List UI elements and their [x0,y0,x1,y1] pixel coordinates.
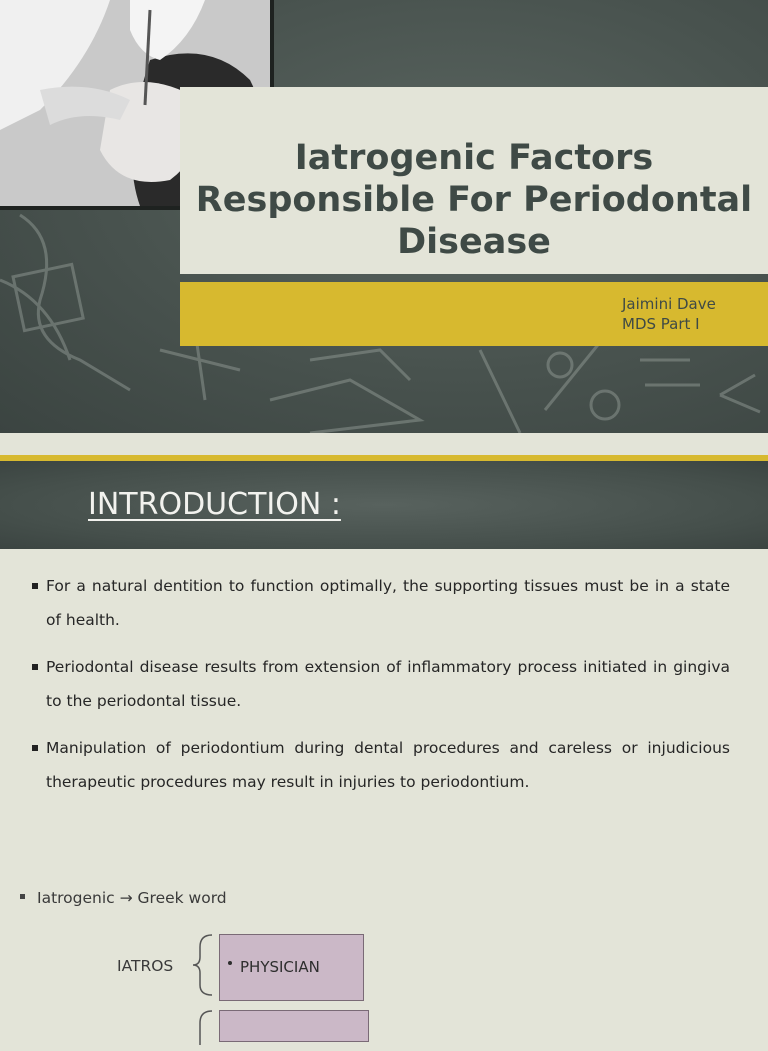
introduction-slide [0,455,768,1024]
square-bullet-icon [32,583,38,589]
author-band [180,282,768,346]
author-block [622,294,716,334]
list-item [30,569,730,637]
definition-text: PHYSICIAN [240,958,320,976]
etymology-bullet [20,889,227,907]
heading-band [0,461,768,549]
curly-brace-icon [190,931,218,1051]
slide-heading: INTRODUCTION : [88,487,341,522]
bullet-text: For a natural dentition to function optimally, the supporting tissues must be in a state of health. [46,577,730,629]
presentation-title: Iatrogenic Factors Responsible For Periodontal Disease [195,138,753,262]
author-name: Jaimini Dave [622,295,716,313]
bullet-list [30,569,730,812]
list-item [30,731,730,799]
iatros-label: IATROS [117,957,174,975]
etymology-text: Iatrogenic → Greek word [37,889,227,907]
list-item [30,650,730,718]
bullet-text: Periodontal disease results from extension of inflammatory process initiated in gingiva to the periodontal tissue. [46,658,730,710]
bullet-text: Manipulation of periodontium during dental procedures and careless or injudicious therapeutic procedures may result in injuries to periodontium. [46,739,730,791]
title-slide [0,0,768,433]
definition-box-2 [219,1010,369,1042]
round-bullet-icon [228,961,232,965]
title-panel [180,87,768,274]
definition-box [219,934,364,1001]
author-degree: MDS Part I [622,315,700,333]
square-bullet-icon [32,664,38,670]
square-bullet-icon [20,894,25,899]
square-bullet-icon [32,745,38,751]
